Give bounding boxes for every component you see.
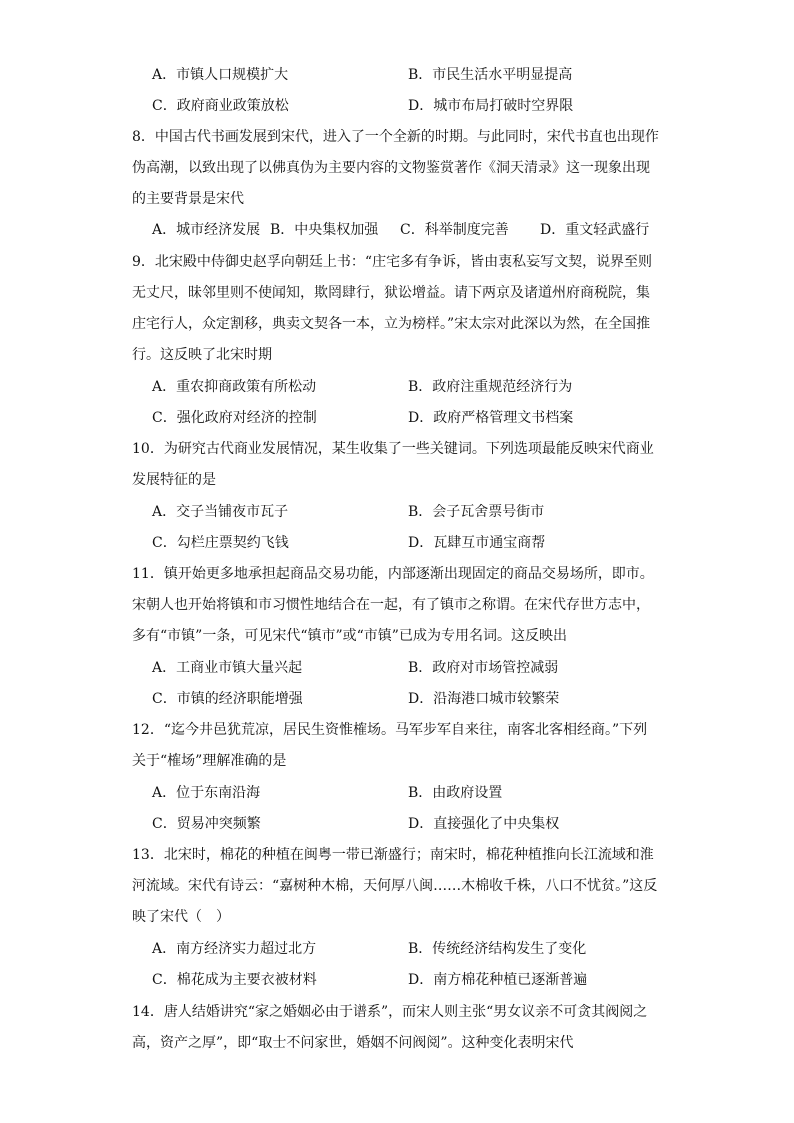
q11-option-b: B．政府对市场管控减弱 [408,660,559,676]
q13-option-c: C．棉花成为主要衣被材料 [152,972,317,988]
q13-option-d: D．南方棉花种植已逐渐普遍 [408,972,588,988]
q11-option-a: A．工商业市镇大量兴起 [152,660,303,676]
q9-option-c: C．强化政府对经济的控制 [152,410,317,426]
q7-option-c: C．政府商业政策放松 [152,98,289,114]
q8-option-a: A．城市经济发展 [152,222,261,238]
q7-option-a: A．市镇人口规模扩大 [152,67,289,83]
q8-stem: 8．中国古代书画发展到宋代，进入了一个全新的时期。与此同时，宋代书直也出现作伪高潮，以致出现了以佛真伪为主要内容的文物鉴赏著作《洞天清录》这一现象出现的主要背景是宋代 [132,129,659,207]
q10-stem: 10．为研究古代商业发展情况，某生收集了一些关键词。下列选项最能反映宋代商业发展特征的是 [132,441,654,488]
q8-option-c: C．科举制度完善 [400,222,509,238]
q7-option-b: B．市民生活水平明显提高 [408,67,573,83]
q13-option-b: B．传统经济结构发生了变化 [408,941,587,957]
q10-option-d: D．瓦肆互市通宝商帮 [408,535,546,551]
q10-option-a: A．交子当铺夜市瓦子 [152,504,289,520]
q11-option-d: D．沿海港口城市较繁荣 [408,691,560,707]
q13-stem: 13．北宋时，棉花的种植在闽粤一带已渐盛行；南宋时，棉花种植推向长江流域和淮河流域。宋代有诗云：“嘉树种木棉，天何厚八闽……木棉收千株，八口不忧贫。”这反映了宋代（ ） [132,847,658,925]
q8-option-b: B．中央集权加强 [270,222,379,238]
q12-option-c: C．贸易冲突频繁 [152,816,261,832]
q10-option-b: B．会子瓦舍票号街市 [408,504,545,520]
q11-stem: 11．镇开始更多地承担起商品交易功能，内部逐渐出现固定的商品交易场所，即市。宋朝人也开始将镇和市习惯性地结合在一起，有了镇市之称谓。在宋代存世方志中，多有“市镇”一条，可见宋代“镇市”或“市镇”已成为专用名词。这反映出 [132,566,654,644]
q13-option-a: A．南方经济实力超过北方 [152,941,317,957]
q14-stem: 14．唐人结婚讲究“家之婚姻必由于谱系”，而宋人则主张“男女议亲不可贪其阀阅之高，资产之厚”，即“取士不问家世，婚姻不问阀阅”。这种变化表明宋代 [132,1004,648,1051]
q8-options [152,215,649,246]
q9-stem: 9．北宋殿中侍御史赵孚向朝廷上书：“庄宅多有争诉，皆由衷私妄写文契，说界至则无丈尺，昧邻里则不使闻知，欺罔肆行，狱讼增益。请下两京及诸道州府商税院，集庄宅行人，众定割移，典卖文契各一本，立为榜样。”宋太宗对此深以为然，在全国推行。这反映了北宋时期 [132,254,653,363]
q9-option-a: A．重农抑商政策有所松动 [152,379,317,395]
q8-option-d: D．重文轻武盛行 [540,222,650,238]
q12-option-b: B．由政府设置 [408,785,503,801]
q7-option-d: D．城市布局打破时空界限 [408,98,574,114]
q12-option-a: A．位于东南沿海 [152,785,261,801]
q10-option-c: C．勾栏庄票契约飞钱 [152,535,289,551]
q12-option-d: D．直接强化了中央集权 [408,816,560,832]
q11-option-c: C．市镇的经济职能增强 [152,691,303,707]
q12-stem: 12．“迄今井邑犹荒凉，居民生资惟榷场。马军步军自来往，南客北客相经商。”下列关于“榷场”理解准确的是 [132,722,648,769]
q9-option-d: D．政府严格管理文书档案 [408,410,574,426]
q9-option-b: B．政府注重规范经济行为 [408,379,573,395]
